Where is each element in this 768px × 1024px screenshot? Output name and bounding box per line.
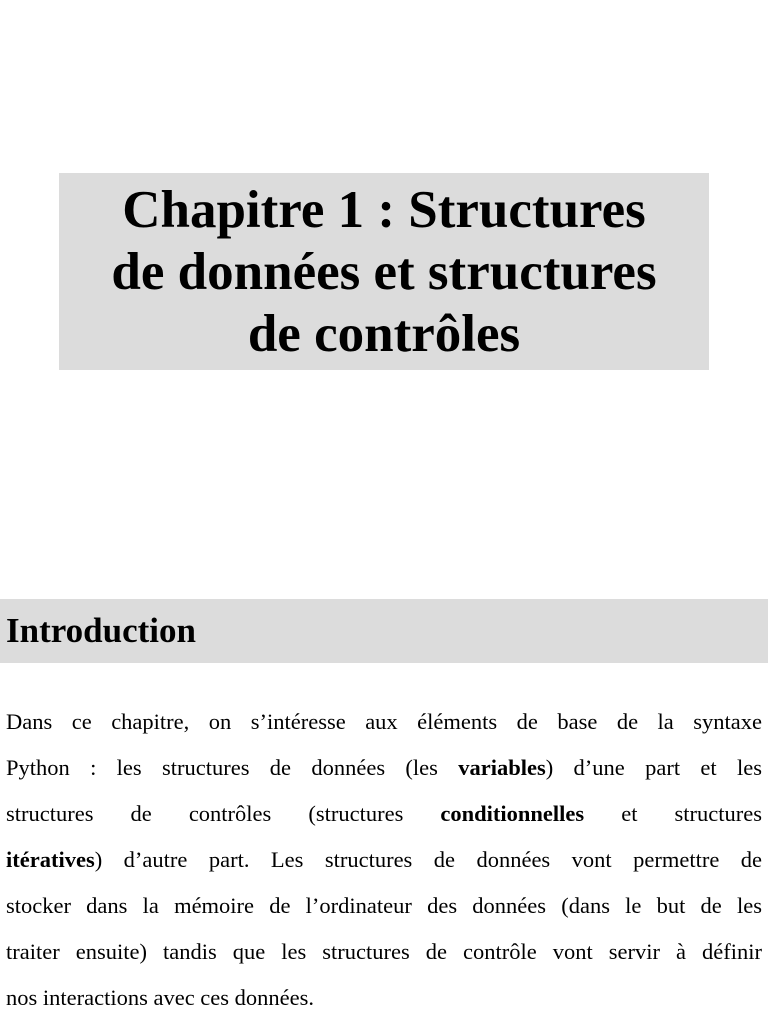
paragraph-line-7 [6, 975, 762, 1021]
bold-term-conditionnelles: conditionnelles [440, 801, 585, 826]
paragraph-line-4 [6, 837, 762, 883]
text-run: Dans ce chapitre, on s’intéresse aux éléments de base de la syntaxe [6, 709, 762, 734]
bold-term-iteratives: itératives [6, 847, 95, 872]
text-run: ) d’autre part. Les structures de données vont permettre de [94, 847, 762, 872]
chapter-title-line-1: Chapitre 1 : Structures [122, 180, 646, 239]
text-run: ) d’une part et les [545, 755, 762, 780]
chapter-title-line-3: de contrôles [247, 304, 521, 363]
section-header-bar [0, 599, 768, 663]
text-run: structures de contrôles (structures [6, 801, 441, 826]
section-title: Introduction [6, 611, 196, 650]
paragraph-line-1 [6, 699, 762, 745]
chapter-title-line-2: de données et structures [111, 242, 657, 301]
chapter-title-box [59, 173, 709, 370]
text-run: traiter ensuite) tandis que les structures de contrôle vont servir à définir [6, 939, 762, 964]
text-run: nos interactions avec ces données. [6, 985, 315, 1010]
paragraph-line-2 [6, 745, 762, 791]
intro-paragraph [6, 699, 762, 1021]
paragraph-line-3 [6, 791, 762, 837]
paragraph-line-6 [6, 929, 762, 975]
text-run: et structures [584, 801, 762, 826]
chapter-title [111, 179, 656, 365]
paragraph-line-5 [6, 883, 762, 929]
text-run: stocker dans la mémoire de l’ordinateur des données (dans le but de les [6, 893, 762, 918]
text-run: Python : les structures de données (les [6, 755, 459, 780]
bold-term-variables: variables [458, 755, 546, 780]
